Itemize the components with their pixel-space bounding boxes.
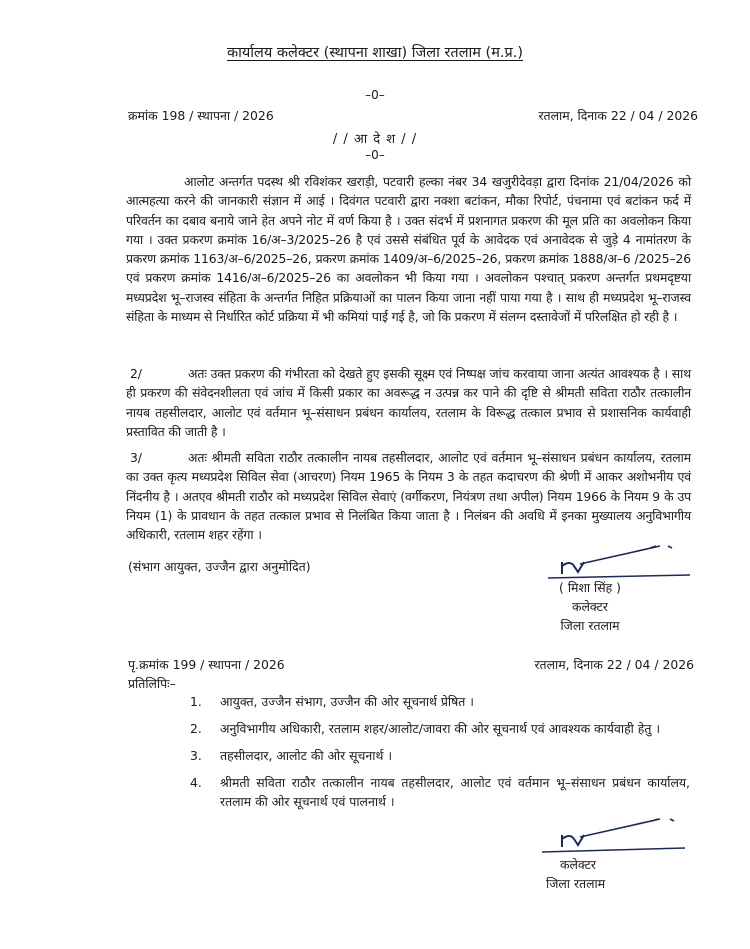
signatory-name: ( मिशा सिंह ) (559, 580, 621, 595)
endorsement-place-date: रतलाम, दिनाक 22 / 04 / 2026 (534, 657, 694, 672)
copy-item-text: अनुविभागीय अधिकारी, रतलाम शहर/आलोट/जावरा की ओर सूचनार्थ एवं आवश्यक कार्यवाही हेतु । (220, 721, 661, 736)
order-number: क्रमांक 198 / स्थापना / 2026 (128, 108, 274, 123)
copy-item-text: आयुक्त, उज्जैन संभाग, उज्जैन की ओर सूचनार्थ प्रेषित । (220, 694, 475, 709)
paragraph-3-text: अतः श्रीमती सविता राठौर तत्कालीन नायब तहसीलदार, आलोट एवं वर्तमान भू–संसाधन प्रबंधन कार्यालय, रतलाम का उक्त कृत्य मध्यप्रदेश सिविल सेवा (आचरण) नियम 1965 के नियम 3 के तहत कदाचरण की श्रेणी में आकर अशोभनीय एवं निंदनीय है । अतएव श्रीमती राठौर को मध्यप्रदेश सिविल सेवाएं (वर्गीकरण, नियंत्रण तथा अपील) नियम 1966 के नियम 9 के उप नियम (1) के प्रावधान के तहत तत्काल प्रभाव से निलंबित किया जाता है । निलंबन की अवधि में इनका मुख्यालय अनुविभागीय अधिकारी, रतलाम शहर रहेंगा । (126, 450, 691, 543)
copy-item-text: तहसीलदार, आलोट की ओर सूचनार्थ । (220, 748, 393, 763)
paragraph-2-text: अतः उक्त प्रकरण की गंभीरता को देखते हुए इसकी सूक्ष्म एवं निष्पक्ष जांच करवाया जाना अत्यंत आवश्यक है । साथ ही प्रकरण की संवेदनशीलता एवं जांच में किसी प्रकार का अवरूद्ध न उत्पन्न कर पाने की दृष्टि से श्रीमती सविता राठौर तत्कालीन नायब तहसीलदार, आलोट एवं वर्तमान भू–संसाधन प्रबंधन कार्यालय, रतलाम के विरूद्ध तत्काल प्रभाव से प्रशासनिक कार्यवाही प्रस्तावित की जाती है । (126, 366, 691, 439)
copy-item-text: श्रीमती सविता राठौर तत्कालीन नायब तहसीलदार, आलोट एवं वर्तमान भू–संसाधन प्रबंधन कार्यालय, रतलाम की ओर सूचनार्थ एवं पालनार्थ । (220, 775, 690, 809)
paragraph-1 (126, 172, 691, 326)
signature-scribble-icon (540, 815, 700, 855)
paragraph-3 (126, 448, 691, 544)
copy-label: प्रतिलिपिः– (128, 676, 176, 691)
separator-2: –0– (365, 148, 385, 162)
order-place-date: रतलाम, दिनाक 22 / 04 / 2026 (538, 108, 698, 123)
signature-block-1 (535, 578, 645, 635)
copy-item (190, 692, 690, 711)
copy-item-number: 3. (190, 748, 202, 763)
signatory-district: जिला रतलाम (546, 876, 606, 891)
separator: –0– (365, 88, 385, 102)
paragraph-2 (126, 364, 691, 441)
paragraph-3-number: 3/ (130, 450, 142, 465)
signatory-designation: कलेक्टर (572, 599, 608, 614)
paragraph-2-number: 2/ (130, 366, 142, 381)
copy-item (190, 719, 690, 738)
signature-block-2 (540, 855, 646, 893)
signature-scribble-icon (540, 540, 700, 580)
endorsement-number: पृ.क्रमांक 199 / स्थापना / 2026 (128, 657, 285, 672)
signatory-designation: कलेक्टर (560, 857, 596, 872)
copy-item (190, 773, 690, 811)
approval-note: (संभाग आयुक्त, उज्जैन द्वारा अनुमोदित) (128, 559, 311, 574)
copy-item-number: 4. (190, 775, 202, 790)
signatory-district: जिला रतलाम (560, 618, 620, 633)
office-title: कार्यालय कलेक्टर (स्थापना शाखा) जिला रतलाम (म.प्र.) (226, 45, 524, 61)
copy-item (190, 746, 690, 765)
copy-item-number: 2. (190, 721, 202, 736)
paragraph-1-text: आलोट अन्तर्गत पदस्थ श्री रविशंकर खराड़ी, पटवारी हल्का नंबर 34 खजुरीदेवड़ा द्वारा दिनांक 21/04/2026 को आत्महत्या करने की जानकारी संज्ञान में आई । दिवंगत पटवारी द्वारा नक्शा बटांकन, मौका रिपोर्ट, पंचनामा एवं बटांकन फर्द में परिवर्तन का दबाव बनाये जाने हेत अपने नोट में वर्ण किया है । उक्त संदर्भ में प्रशनागत प्रकरण की मूल प्रति का अवलोकन किया गया । उक्त प्रकरण क्रमांक 16/अ–3/2025–26 है एवं उससे संबंधित पूर्व के आवेदक एवं अनावेदक से जुड़े 4 नामांतरण के प्रकरण क्रमांक 1163/अ–6/2025–26, प्रकरण क्रमांक 1409/अ–6/2025–26, प्रकरण क्रमांक 1888/अ–6 /2025–26 एवं प्रकरण क्रमांक 1416/अ–6/2025–26 का अवलोकन भी किया गया । अवलोकन पश्चात् प्रकरण अन्तर्गत प्रथमदृष्टया मध्यप्रदेश भू–राजस्व संहिता के अन्तर्गत निहित प्रक्रियाओं का पालन किया जाना नहीं पाया गया है । साथ ही मध्यप्रदेश भू–राजस्व संहिता के माध्यम से निर्धारित कोर्ट प्रक्रिया में भी कमियां पाई गई है, जो कि प्रकरण में संलग्न दस्तावेजों में परिलक्षित हो रही है । (126, 174, 691, 325)
order-heading: / / आ दे श / / (332, 132, 418, 147)
copy-list (190, 692, 690, 819)
copy-item-number: 1. (190, 694, 202, 709)
